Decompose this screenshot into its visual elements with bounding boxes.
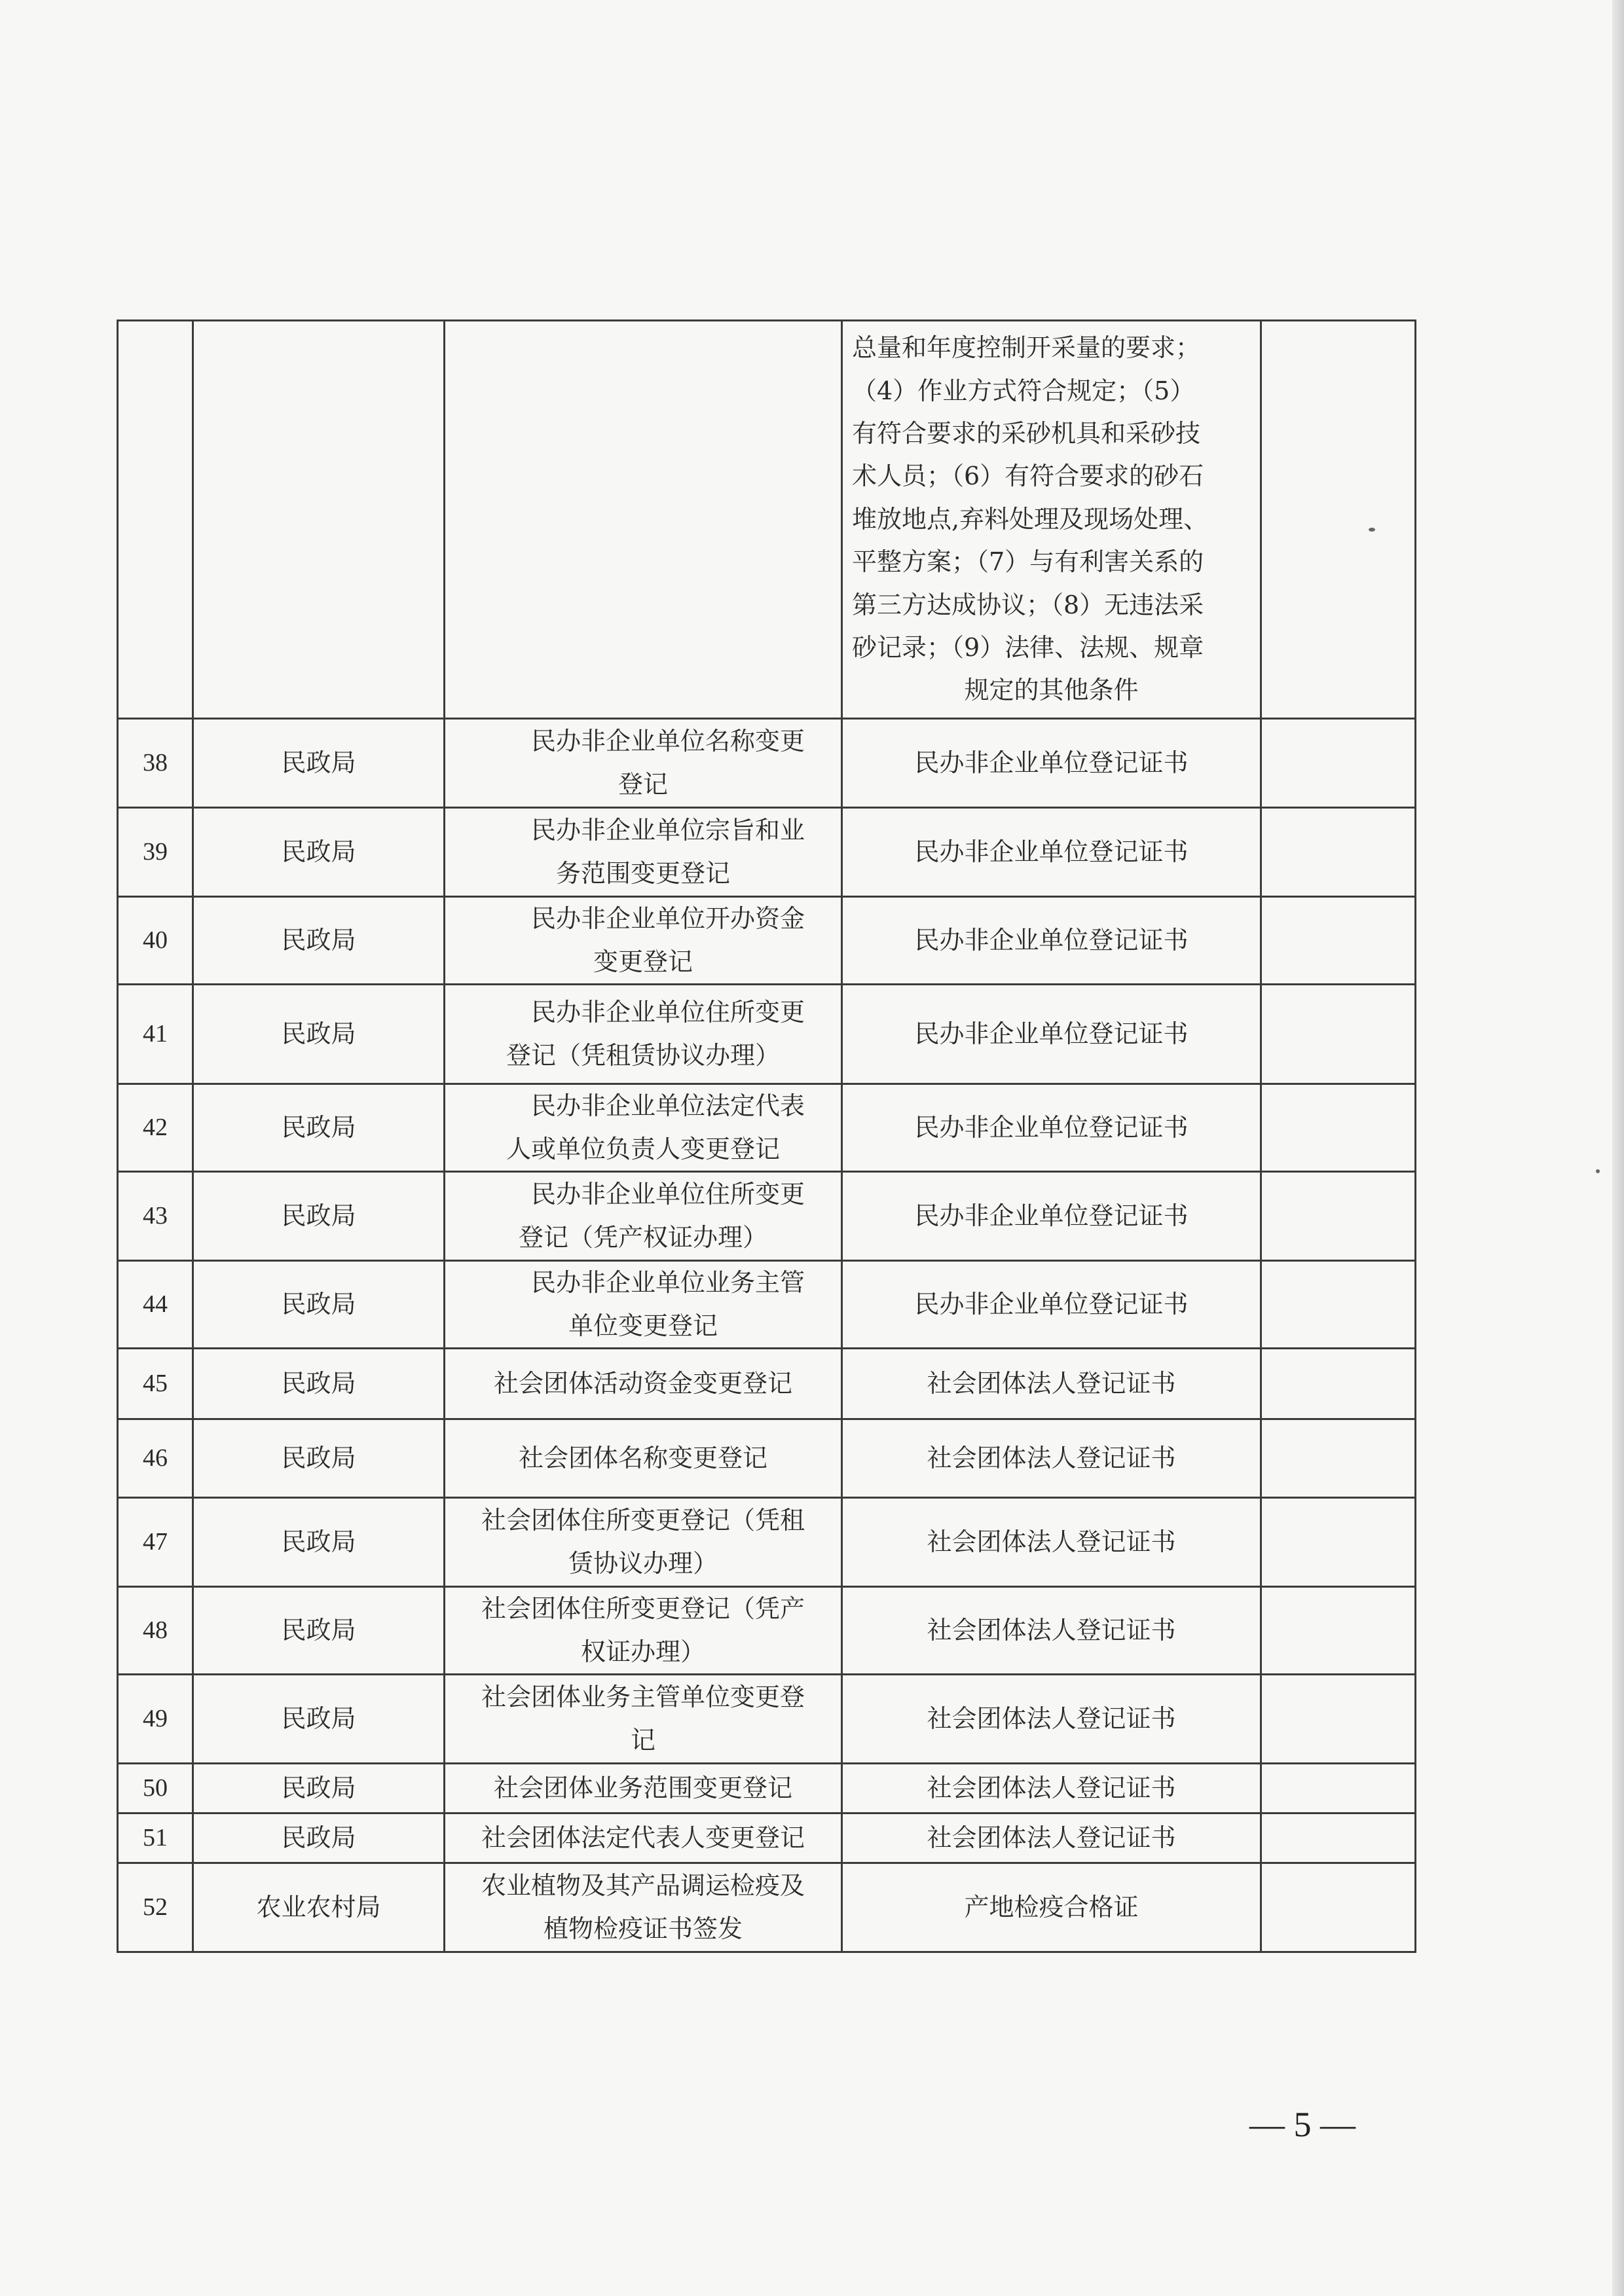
row-item-name [445, 1172, 842, 1261]
item-name-line: 登记（凭租赁协议办理） [506, 1040, 780, 1070]
row-certificate: 社会团体法人登记证书 [842, 1498, 1261, 1587]
row-number: 45 [118, 1349, 193, 1419]
row-item-name [445, 985, 842, 1084]
row-number: 40 [118, 897, 193, 985]
row-remark [1261, 1764, 1416, 1813]
continuation-row [118, 321, 1416, 719]
row-number: 38 [118, 719, 193, 808]
row-item-name [445, 1863, 842, 1952]
row-department: 农业农村局 [193, 1863, 445, 1952]
table-row [118, 1813, 1416, 1863]
condition-line: 有符合要求的采砂机具和采砂技 [852, 419, 1201, 448]
row-certificate: 社会团体法人登记证书 [842, 1813, 1261, 1863]
row-certificate: 民办非企业单位登记证书 [842, 1084, 1261, 1172]
table-body [118, 321, 1416, 1952]
table-row [118, 1675, 1416, 1764]
item-name-line: 社会团体住所变更登记（凭产 [481, 1594, 805, 1624]
row-remark [1261, 1261, 1416, 1349]
table-row [118, 1419, 1416, 1498]
row-department: 民政局 [193, 985, 445, 1084]
row-number: 52 [118, 1863, 193, 1952]
row-remark [1261, 897, 1416, 985]
table-row [118, 1084, 1416, 1172]
row-certificate: 民办非企业单位登记证书 [842, 808, 1261, 897]
row-department: 民政局 [193, 1261, 445, 1349]
condition-line: 总量和年度控制开采量的要求； [852, 333, 1201, 363]
row-item-name [445, 1261, 842, 1349]
table-row [118, 1863, 1416, 1952]
row-department: 民政局 [193, 1419, 445, 1498]
row-remark [1261, 1498, 1416, 1587]
item-name-line: 民办非企业单位法定代表 [530, 1091, 805, 1121]
row-item-name [445, 1419, 842, 1498]
row-item-name [445, 1349, 842, 1419]
row-department: 民政局 [193, 719, 445, 808]
cont-item-cell [445, 321, 842, 719]
cont-num-cell [118, 321, 193, 719]
row-number: 46 [118, 1419, 193, 1498]
table-row [118, 1498, 1416, 1587]
item-name-line: 社会团体活动资金变更登记 [493, 1368, 792, 1398]
row-remark [1261, 1587, 1416, 1675]
row-number: 39 [118, 808, 193, 897]
table-row [118, 1587, 1416, 1675]
row-department: 民政局 [193, 1675, 445, 1764]
item-name-line: 登记（凭产权证办理） [518, 1222, 767, 1252]
row-department: 民政局 [193, 1764, 445, 1813]
row-item-name [445, 808, 842, 897]
item-name-line: 民办非企业单位开办资金 [530, 904, 805, 934]
row-number: 47 [118, 1498, 193, 1587]
row-number: 49 [118, 1675, 193, 1764]
row-item-name [445, 897, 842, 985]
cont-remark-cell [1261, 321, 1416, 719]
row-item-name [445, 1813, 842, 1863]
row-department: 民政局 [193, 1084, 445, 1172]
row-certificate: 社会团体法人登记证书 [842, 1675, 1261, 1764]
item-name-line: 记 [630, 1725, 655, 1755]
item-name-line: 赁协议办理） [568, 1548, 718, 1578]
row-certificate: 民办非企业单位登记证书 [842, 1172, 1261, 1261]
page-number: — 5 — [1249, 2105, 1356, 2144]
row-certificate: 社会团体法人登记证书 [842, 1587, 1261, 1675]
row-remark [1261, 719, 1416, 808]
row-number: 42 [118, 1084, 193, 1172]
row-item-name [445, 1675, 842, 1764]
row-remark [1261, 1813, 1416, 1863]
item-name-line: 民办非企业单位宗旨和业 [530, 816, 805, 845]
page-edge-shadow [1612, 0, 1624, 2296]
table-row [118, 719, 1416, 808]
item-name-line: 民办非企业单位住所变更 [530, 998, 805, 1027]
item-name-line: 民办非企业单位住所变更 [530, 1180, 805, 1209]
table-row [118, 1764, 1416, 1813]
row-certificate: 社会团体法人登记证书 [842, 1764, 1261, 1813]
row-certificate: 民办非企业单位登记证书 [842, 897, 1261, 985]
table-row [118, 1349, 1416, 1419]
row-department: 民政局 [193, 1813, 445, 1863]
row-item-name [445, 719, 842, 808]
item-name-line: 登记 [618, 769, 668, 799]
row-remark [1261, 1084, 1416, 1172]
item-name-line: 权证办理） [580, 1637, 705, 1666]
row-department: 民政局 [193, 808, 445, 897]
row-remark [1261, 1675, 1416, 1764]
condition-line: 平整方案；（7）与有利害关系的 [852, 547, 1204, 577]
row-certificate: 民办非企业单位登记证书 [842, 1261, 1261, 1349]
item-name-line: 农业植物及其产品调运检疫及 [481, 1871, 805, 1901]
row-certificate: 社会团体法人登记证书 [842, 1349, 1261, 1419]
row-remark [1261, 1863, 1416, 1952]
item-name-line: 社会团体住所变更登记（凭租 [481, 1506, 805, 1535]
row-remark [1261, 1172, 1416, 1261]
condition-line: 堆放地点,弃料处理及现场处理、 [852, 504, 1209, 534]
item-name-line: 植物检疫证书签发 [543, 1914, 743, 1943]
condition-line: （4）作业方式符合规定；（5） [852, 376, 1195, 405]
certificate-table [117, 319, 1416, 1953]
row-remark [1261, 1349, 1416, 1419]
row-certificate: 民办非企业单位登记证书 [842, 985, 1261, 1084]
row-department: 民政局 [193, 1172, 445, 1261]
row-number: 50 [118, 1764, 193, 1813]
condition-line: 砂记录；（9）法律、法规、规章 [852, 632, 1204, 662]
condition-line: 规定的其他条件 [964, 676, 1139, 705]
scan-speck [1596, 1169, 1600, 1173]
item-name-line: 单位变更登记 [568, 1311, 718, 1340]
row-remark [1261, 808, 1416, 897]
row-item-name [445, 1764, 842, 1813]
item-name-line: 民办非企业单位名称变更 [530, 727, 805, 756]
table-row [118, 985, 1416, 1084]
table-row [118, 808, 1416, 897]
row-number: 51 [118, 1813, 193, 1863]
item-name-line: 社会团体法定代表人变更登记 [481, 1823, 805, 1852]
row-certificate: 产地检疫合格证 [842, 1863, 1261, 1952]
item-name-line: 社会团体业务范围变更登记 [493, 1773, 792, 1802]
table-row [118, 1172, 1416, 1261]
condition-line: 术人员；（6）有符合要求的砂石 [852, 462, 1204, 491]
table-row [118, 1261, 1416, 1349]
item-name-line: 人或单位负责人变更登记 [506, 1134, 780, 1163]
item-name-line: 社会团体名称变更登记 [518, 1443, 767, 1472]
item-name-line: 社会团体业务主管单位变更登 [481, 1683, 805, 1712]
row-department: 民政局 [193, 897, 445, 985]
row-remark [1261, 985, 1416, 1084]
row-department: 民政局 [193, 1349, 445, 1419]
row-certificate: 社会团体法人登记证书 [842, 1419, 1261, 1498]
cont-conditions-cell [842, 321, 1261, 719]
row-number: 44 [118, 1261, 193, 1349]
item-name-line: 变更登记 [593, 947, 693, 976]
table-row [118, 897, 1416, 985]
row-certificate: 民办非企业单位登记证书 [842, 719, 1261, 808]
row-item-name [445, 1084, 842, 1172]
scan-speck [1369, 528, 1375, 532]
row-remark [1261, 1419, 1416, 1498]
row-number: 43 [118, 1172, 193, 1261]
item-name-line: 务范围变更登记 [555, 858, 730, 888]
item-name-line: 民办非企业单位业务主管 [530, 1268, 805, 1298]
row-department: 民政局 [193, 1587, 445, 1675]
row-number: 41 [118, 985, 193, 1084]
cont-dept-cell [193, 321, 445, 719]
row-item-name [445, 1498, 842, 1587]
row-number: 48 [118, 1587, 193, 1675]
row-item-name [445, 1587, 842, 1675]
condition-line: 第三方达成协议；（8）无违法采 [852, 590, 1204, 619]
row-department: 民政局 [193, 1498, 445, 1587]
